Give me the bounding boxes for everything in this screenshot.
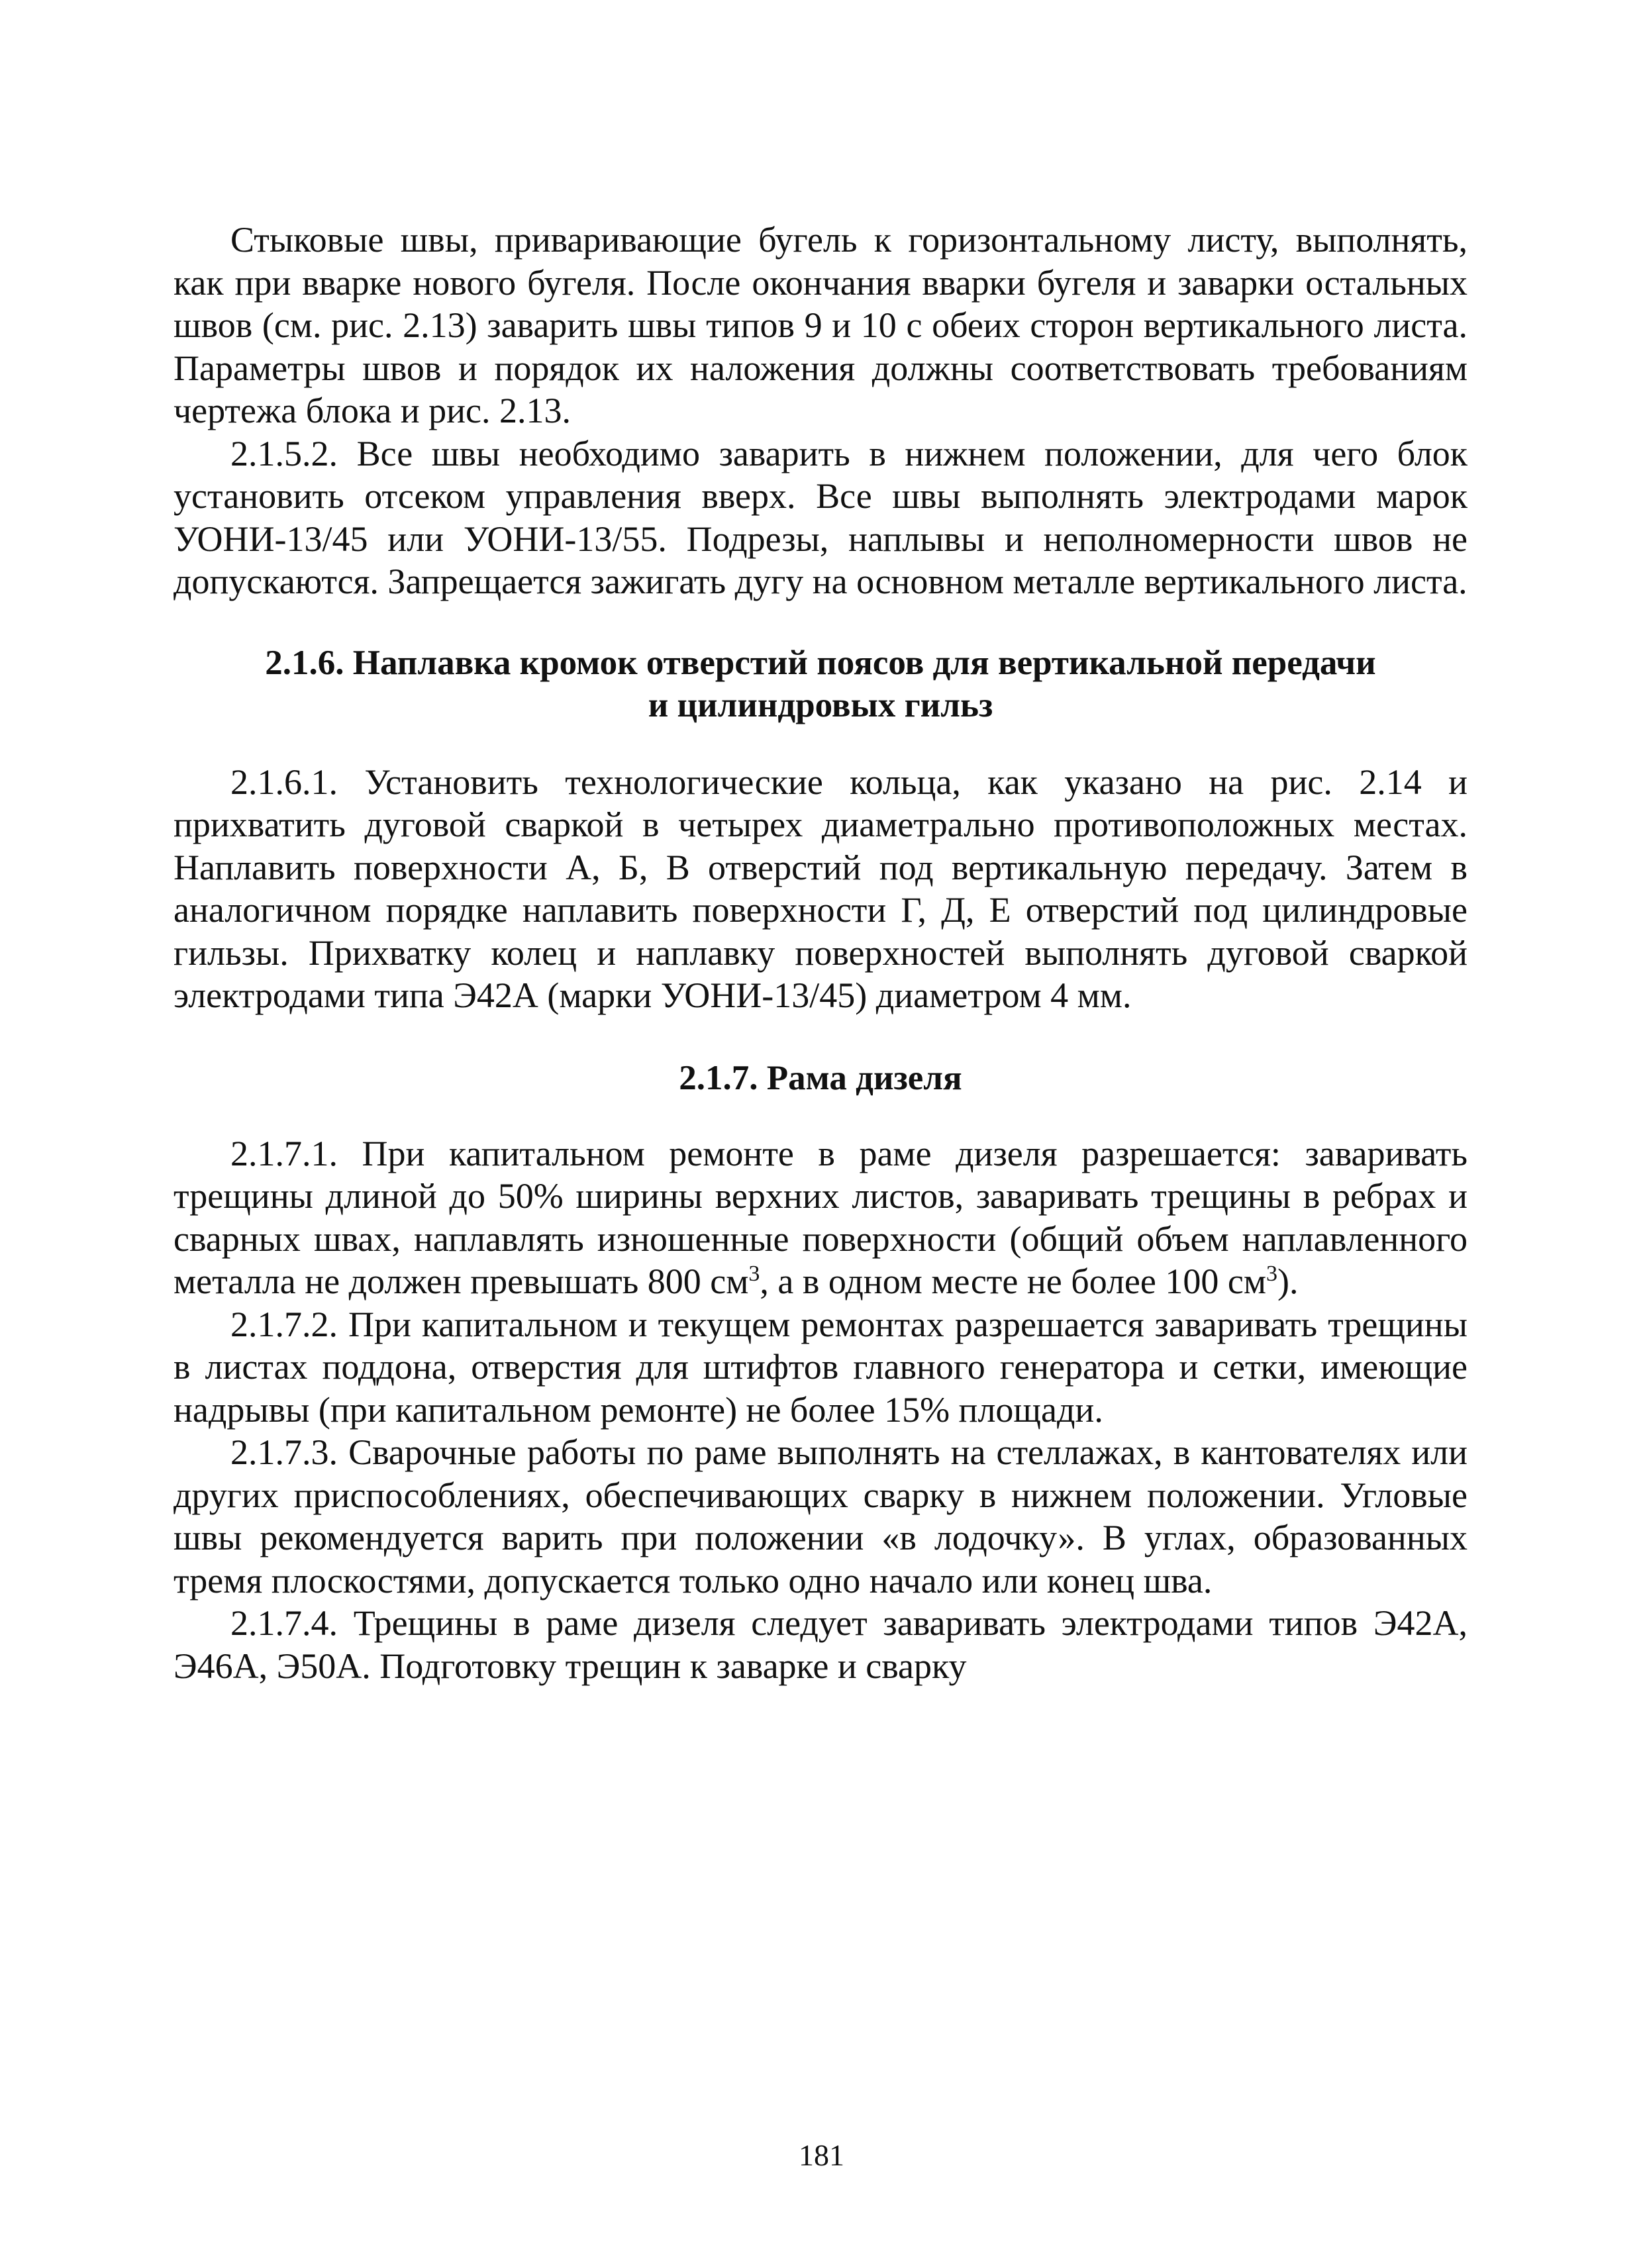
section-heading-2-1-6-line1: 2.1.6. Наплавка кромок отверстий поясов для вертикальной передачи [265,643,1376,682]
document-page [174,219,1468,1687]
paragraph-2-1-7-3: 2.1.7.3. Сварочные работы по раме выполнять на стеллажах, в кантователях или других приспособлениях, обеспечивающих сварку в нижнем положении. Угловые швы рекомендуется варить при положении «в лодочку». В углах, образованных тремя плоскостями, допускается только одно начало или конец шва. [174,1432,1468,1601]
superscript-cubic-1: 3 [748,1261,760,1286]
paragraph-2-1-5-2: 2.1.5.2. Все швы необходимо заварить в нижнем положении, для чего блок установить отсеком управления вверх. Все швы выполнять электродами марок УОНИ-13/45 или УОНИ-13/55. Подрезы, наплывы и неполномерности швов не допускаются. Запрещается зажигать дугу на основном металле вертикального листа. [174,433,1468,601]
paragraph-butt-welds: Стыковые швы, приваривающие бугель к горизонтальному листу, выполнять, как при вварке нового бугеля. После окончания вварки бугеля и заварки остальных швов (см. рис. 2.13) заварить швы типов 9 и 10 с обеих сторон вертикального листа. Параметры швов и порядок их наложения должны соответствовать требованиям чертежа блока и рис. 2.13. [174,220,1468,430]
section-heading-2-1-7: 2.1.7. Рама дизеля [679,1058,962,1097]
page-number: 181 [799,2138,844,2172]
superscript-cubic-2: 3 [1266,1261,1278,1286]
paragraph-2-1-7-4: 2.1.7.4. Трещины в раме дизеля следует заваривать электродами типов Э42А, Э46А, Э50А. Подготовку трещин к заварке и сварку [174,1603,1468,1686]
section-heading-2-1-6 [174,642,1468,726]
paragraph-2-1-7-1-text-b: , а в одном месте не более 100 см [760,1261,1267,1301]
paragraph-2-1-7-1-text-c: ). [1277,1261,1299,1301]
paragraph-2-1-7-1-text-a: 2.1.7.1. При капитальном ремонте в раме дизеля разрешается: заваривать трещины длиной до 50% ширины верхних листов, заваривать трещины в ребрах и сварных швах, наплавлять изношенные поверхности (общий объем наплавленного металла не должен превышать 800 см [174,1133,1468,1301]
section-heading-2-1-6-line2: и цилиндровых гильз [648,685,993,724]
paragraph-2-1-6-1: 2.1.6.1. Установить технологические кольца, как указано на рис. 2.14 и прихватить дуговой сваркой в четырех диаметрально противоположных местах. Наплавить поверхности А, Б, В отверстий под вертикальную передачу. Затем в аналогичном порядке наплавить поверхности Г, Д, Е отверстий под цилиндровые гильзы. Прихватку колец и наплавку поверхностей выполнять дуговой сваркой электродами типа Э42А (марки УОНИ-13/45) диаметром 4 мм. [174,762,1468,1015]
paragraph-2-1-7-2: 2.1.7.2. При капитальном и текущем ремонтах разрешается заваривать трещины в листах поддона, отверстия для штифтов главного генератора и сетки, имеющие надрывы (при капитальном ремонте) не более 15% площади. [174,1304,1468,1430]
paragraph-2-1-7-1 [174,1132,1468,1303]
